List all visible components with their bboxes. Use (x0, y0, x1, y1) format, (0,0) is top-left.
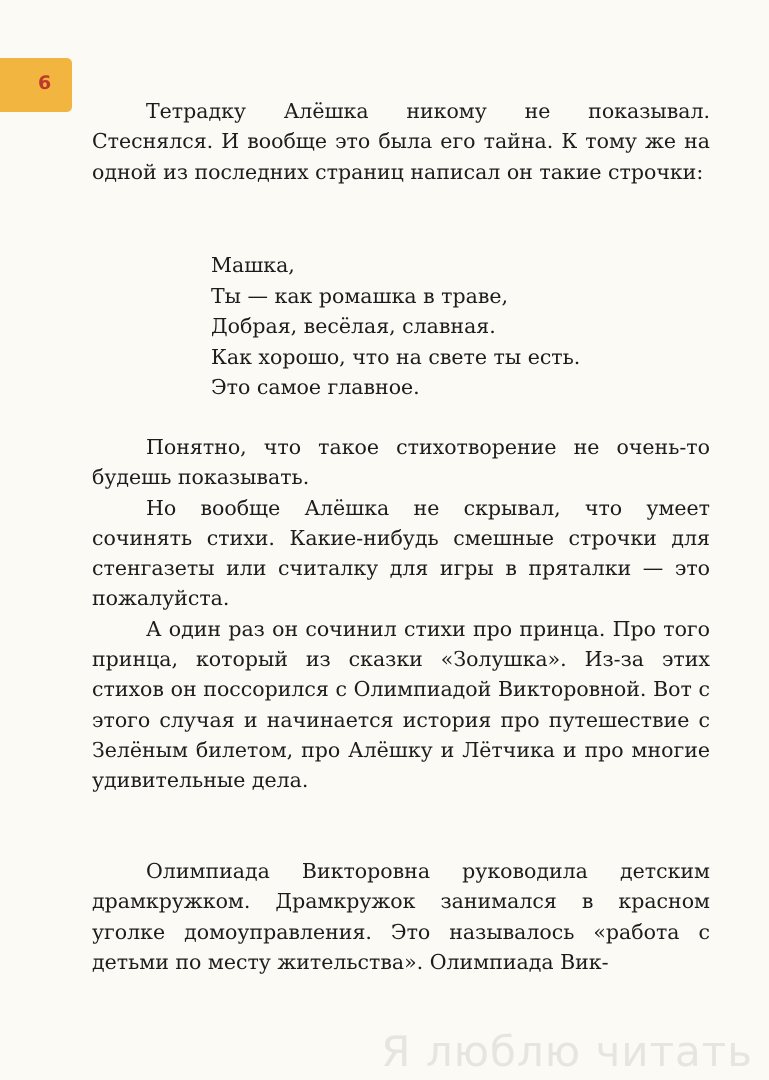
poem (211, 250, 580, 403)
poem-line: Машка, (211, 253, 295, 277)
text-section-top (92, 96, 710, 187)
paragraph: Понятно, что такое стихотворение не очень-то будешь показывать. (92, 435, 710, 490)
paragraph: Олимпиада Викторовна руководила детским драмкружком. Драмкружок занимался в красном уголке домоуправления. Это называлось «работа с детьми по месту жительства». Олимпиада Вик- (92, 859, 710, 974)
page-number: 6 (38, 72, 52, 94)
paragraph: А один раз он сочинил стихи про принца. Про того принца, который из сказки «Золушка». Из-за этих стихов он поссорился с Олимпиадой Викторовной. Вот с этого случая и начинается история про путешествие с Зелёным билетом, про Алёшку и Лётчика и про многие удивительные дела. (92, 616, 710, 793)
page-number-tab (0, 58, 72, 112)
text-section-bottom (92, 856, 710, 977)
text-section-middle (92, 432, 710, 796)
paragraph: Тетрадку Алёшка никому не показывал. Стеснялся. И вообще это была его тайна. К тому же на одной из последних страниц написал он такие строчки: (92, 99, 710, 184)
paragraph: Но вообще Алёшка не скрывал, что умеет сочинять стихи. Какие-нибудь смешные строчки для стенгазеты или считалку для игры в пряталки — это пожалуйста. (92, 495, 710, 611)
poem-line: Ты — как ромашка в траве, (211, 283, 509, 308)
poem-line: Добрая, весёлая, славная. (211, 314, 496, 339)
poem-line: Как хорошо, что на свете ты есть. (211, 344, 581, 369)
watermark: Я люблю читать (381, 1027, 753, 1076)
poem-line: Это самое главное. (211, 375, 420, 400)
